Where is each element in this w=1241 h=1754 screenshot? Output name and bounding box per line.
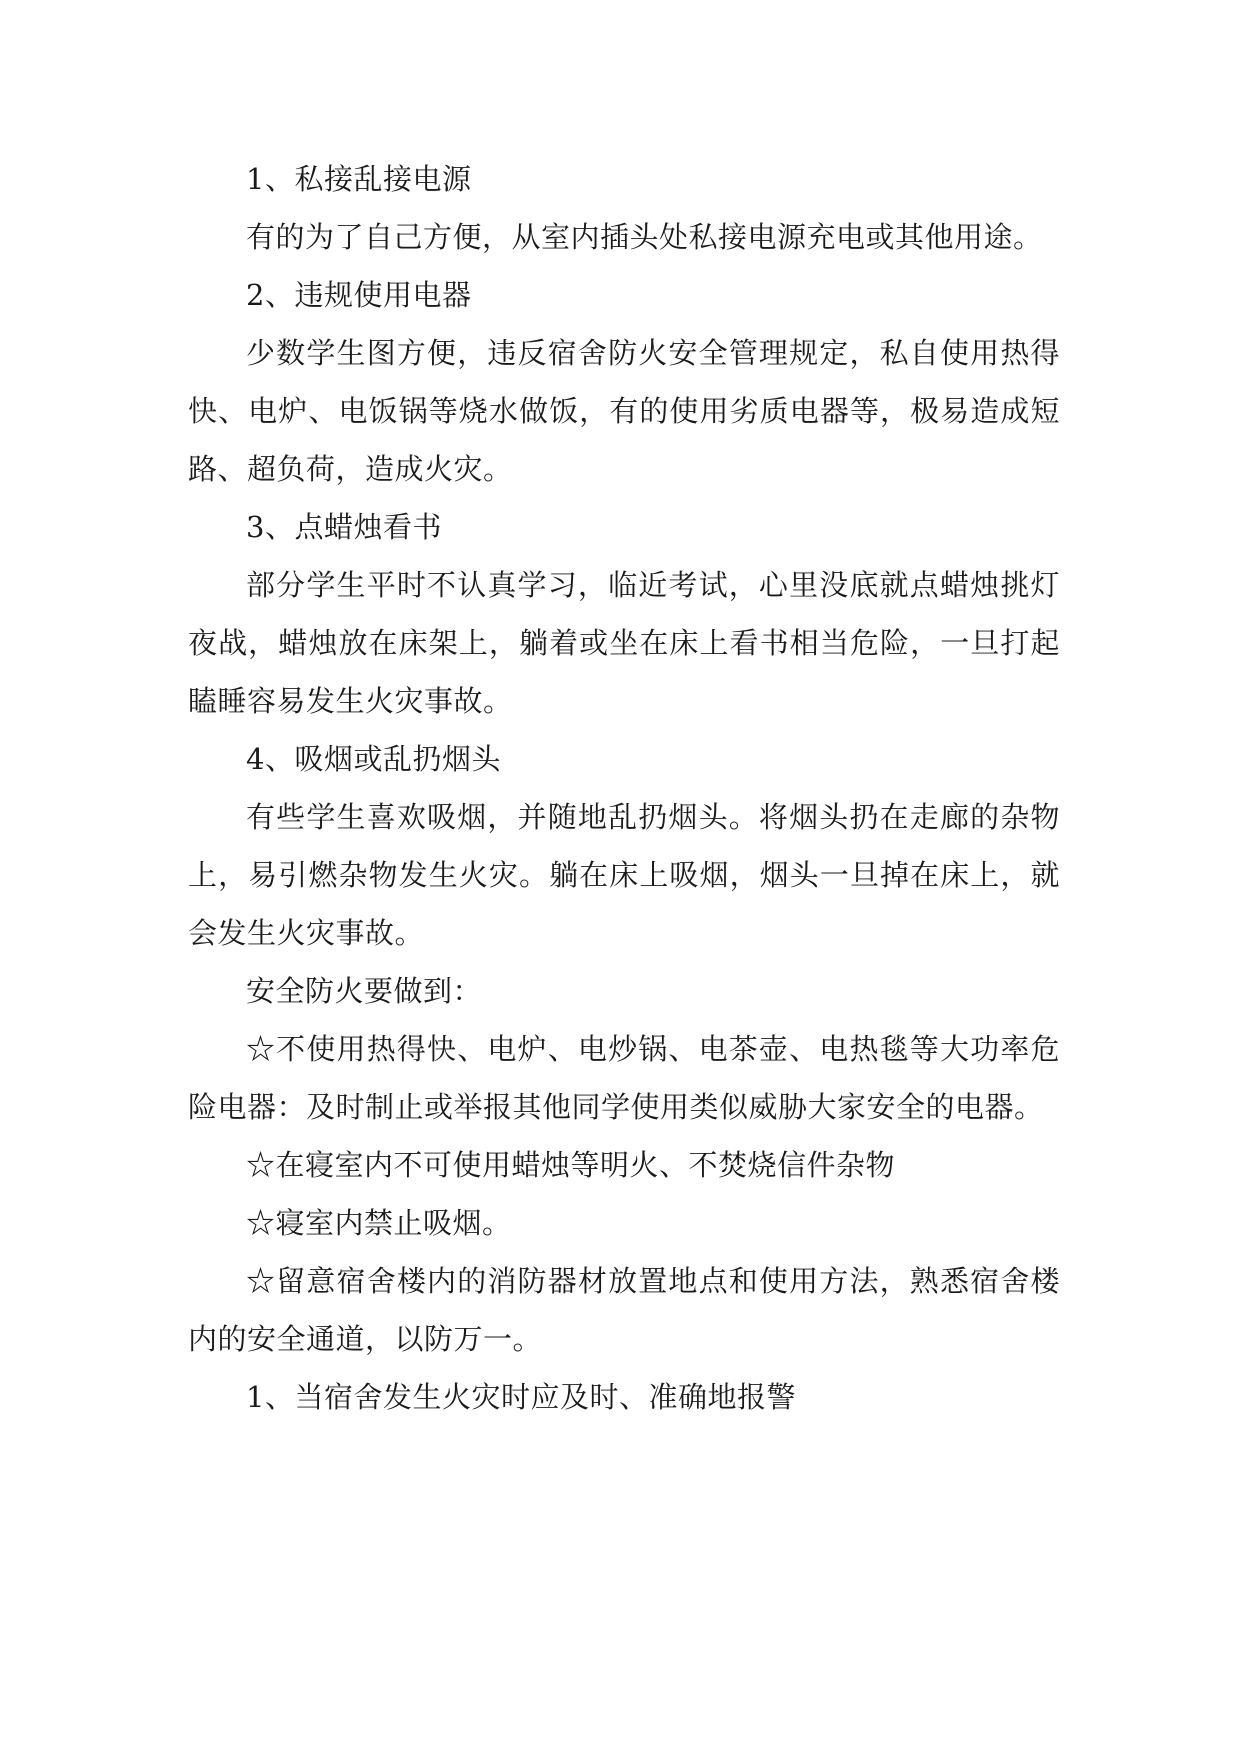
rule-no-smoking: ☆寝室内禁止吸烟。	[246, 1206, 512, 1240]
paragraph-private-power: 有的为了自己方便，从室内插头处私接电源充电或其他用途。	[246, 220, 1043, 254]
paragraph-illegal-appliances: 少数学生图方便，违反宿舍防火安全管理规定，私自使用热得快、电炉、电饭锅等烧水做饭，有的使用劣质电器等，极易造成短路、超负荷，造成火灾。	[188, 336, 1060, 486]
rule-no-high-power-appliances: ☆不使用热得快、电炉、电炒锅、电茶壶、电热毯等大功率危险电器：及时制止或举报其他同学使用类似威胁大家安全的电器。	[188, 1032, 1060, 1124]
paragraph-candle-reading: 部分学生平时不认真学习，临近考试，心里没底就点蜡烛挑灯夜战，蜡烛放在床架上，躺着或坐在床上看书相当危险，一旦打起瞌睡容易发生火灾事故。	[188, 568, 1060, 718]
rule-no-open-flame: ☆在寝室内不可使用蜡烛等明火、不焚烧信件杂物	[246, 1148, 896, 1182]
document-body	[188, 150, 1060, 1426]
heading-illegal-appliances: 2、违规使用电器	[246, 278, 472, 312]
rule-know-fire-equipment: ☆留意宿舍楼内的消防器材放置地点和使用方法，熟悉宿舍楼内的安全通道，以防万一。	[188, 1264, 1060, 1356]
heading-private-power: 1、私接乱接电源	[246, 162, 472, 196]
heading-fire-safety-rules: 安全防火要做到：	[246, 974, 483, 1008]
paragraph-smoking: 有些学生喜欢吸烟，并随地乱扔烟头。将烟头扔在走廊的杂物上，易引燃杂物发生火灾。躺在床上吸烟，烟头一旦掉在床上，就会发生火灾事故。	[188, 800, 1060, 950]
heading-candle-reading: 3、点蜡烛看书	[246, 510, 442, 544]
heading-report-fire: 1、当宿舍发生火灾时应及时、准确地报警	[246, 1380, 796, 1414]
heading-smoking: 4、吸烟或乱扔烟头	[246, 742, 501, 776]
